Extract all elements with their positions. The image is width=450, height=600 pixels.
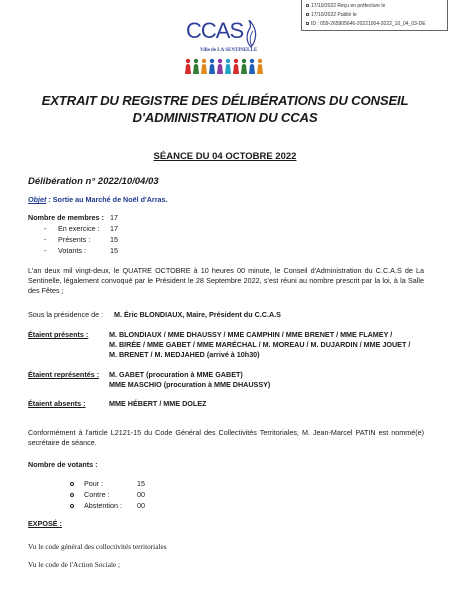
logo-subtitle: Ville de LA SENTINELLE [200,48,258,53]
representes-line-2: MME MASCHIO (procuration à MME DHAUSSY) [109,380,271,389]
membres-title: Nombre de membres : [28,213,104,222]
representes-label: Étaient représentés : [28,370,100,379]
presents-line-1: M. BLONDIAUX / MME DHAUSSY / MME CAMPHIN / MME BRENET / MME FLAMEY / [109,330,393,339]
votants-label: Votants : [58,246,86,255]
presidence-value: M. Éric BLONDIAUX, Maire, Président du C.C.A.S [114,310,281,319]
person-figure [241,59,247,74]
membres-total: 17 [110,213,118,222]
abstention-label: Abstention : [84,501,122,510]
stamp-published: 17/10/2022 Publié le [311,12,357,18]
page-title [20,92,430,126]
en-exercice-label: En exercice : [58,224,100,233]
representes-line-1: M. GABET (procuration à MME GABET) [109,370,243,379]
absents-label: Étaient absents : [28,399,86,408]
logo-text: CCAS [186,18,244,43]
expose-label: EXPOSÉ : [28,519,62,528]
dash-icon: - [44,235,47,244]
en-exercice-value: 17 [110,224,118,233]
person-figure [257,59,263,74]
pour-value: 15 [137,479,145,488]
title-line-2: D'ADMINISTRATION DU CCAS [132,110,318,125]
presidence-label: Sous la présidence de : [28,310,104,319]
dash-icon: - [44,224,47,233]
checkbox-icon [306,13,309,16]
stamp-id: ID : 059-265905646-20221004-2022_10_04_03-DE [311,21,426,27]
person-figure [249,59,255,74]
abstention-value: 00 [137,501,145,510]
expose-line-2: Vu le code de l'Action Sociale ; [28,560,121,569]
presents-value: 15 [110,235,118,244]
circle-bullet-icon [70,490,74,500]
presents-line-3: M. BRENET / M. MEDJAHED (arrivé à 10h30) [109,350,260,359]
presents-list-label: Étaient présents : [28,330,89,339]
votants-value: 15 [110,246,118,255]
absents-value: MME HÉBERT / MME DOLEZ [109,399,207,408]
intro-paragraph: L'an deux mil vingt-deux, le QUATRE OCTOBRE à 10 heures 00 minute, le Conseil d'Administration du C.C.A.S de La Sentinelle, légalement convoqué par le Président le 28 Septembre 2022, s'est réuni au nombre prescrit par la loi, à la Salle des Fêtes ; [28,266,424,295]
person-figure [209,59,215,74]
presents-label: Présents : [58,235,91,244]
contre-label: Contre : [84,490,110,499]
votants-title: Nombre de votants : [28,460,98,469]
prefecture-stamp [301,0,448,31]
person-figure [217,59,223,74]
person-figure [201,59,207,74]
objet-value: : Sortie au Marché de Noël d'Arras. [46,195,168,204]
objet [28,195,168,205]
deliberation-number: Délibération n° 2022/10/04/03 [28,176,159,187]
title-line-1: EXTRAIT DU REGISTRE DES DÉLIBÉRATIONS DU CONSEIL [41,93,409,108]
seance-date: SÉANCE DU 04 OCTOBRE 2022 [153,151,297,162]
circle-bullet-icon [70,479,74,489]
checkbox-icon [306,4,309,7]
person-figure [225,59,231,74]
stamp-received: 17/10/2022 Reçu en préfecture le [311,3,386,9]
expose-line-1: Vu le code général des collectivités territoriales [28,542,167,551]
contre-value: 00 [137,490,145,499]
pour-label: Pour : [84,479,104,488]
people-icon [184,56,268,76]
checkbox-icon [306,22,309,25]
person-figure [193,59,199,74]
dash-icon: - [44,246,47,255]
flame-icon [244,20,258,48]
circle-bullet-icon [70,501,74,511]
secretaire-paragraph: Conformément à l'article L2121-15 du Code Général des Collectivités Territoriales, M. Jean-Marcel PATIN est nommé(e) secrétaire de séance. [28,428,424,447]
person-figure [185,59,191,74]
objet-label: Objet [28,195,47,204]
presents-line-2: M. BIRÉE / MME GABET / MME MARÉCHAL / M. MOREAU / M. DUJARDIN / MME JOUET / [109,340,411,349]
ccas-logo [182,18,268,78]
person-figure [233,59,239,74]
